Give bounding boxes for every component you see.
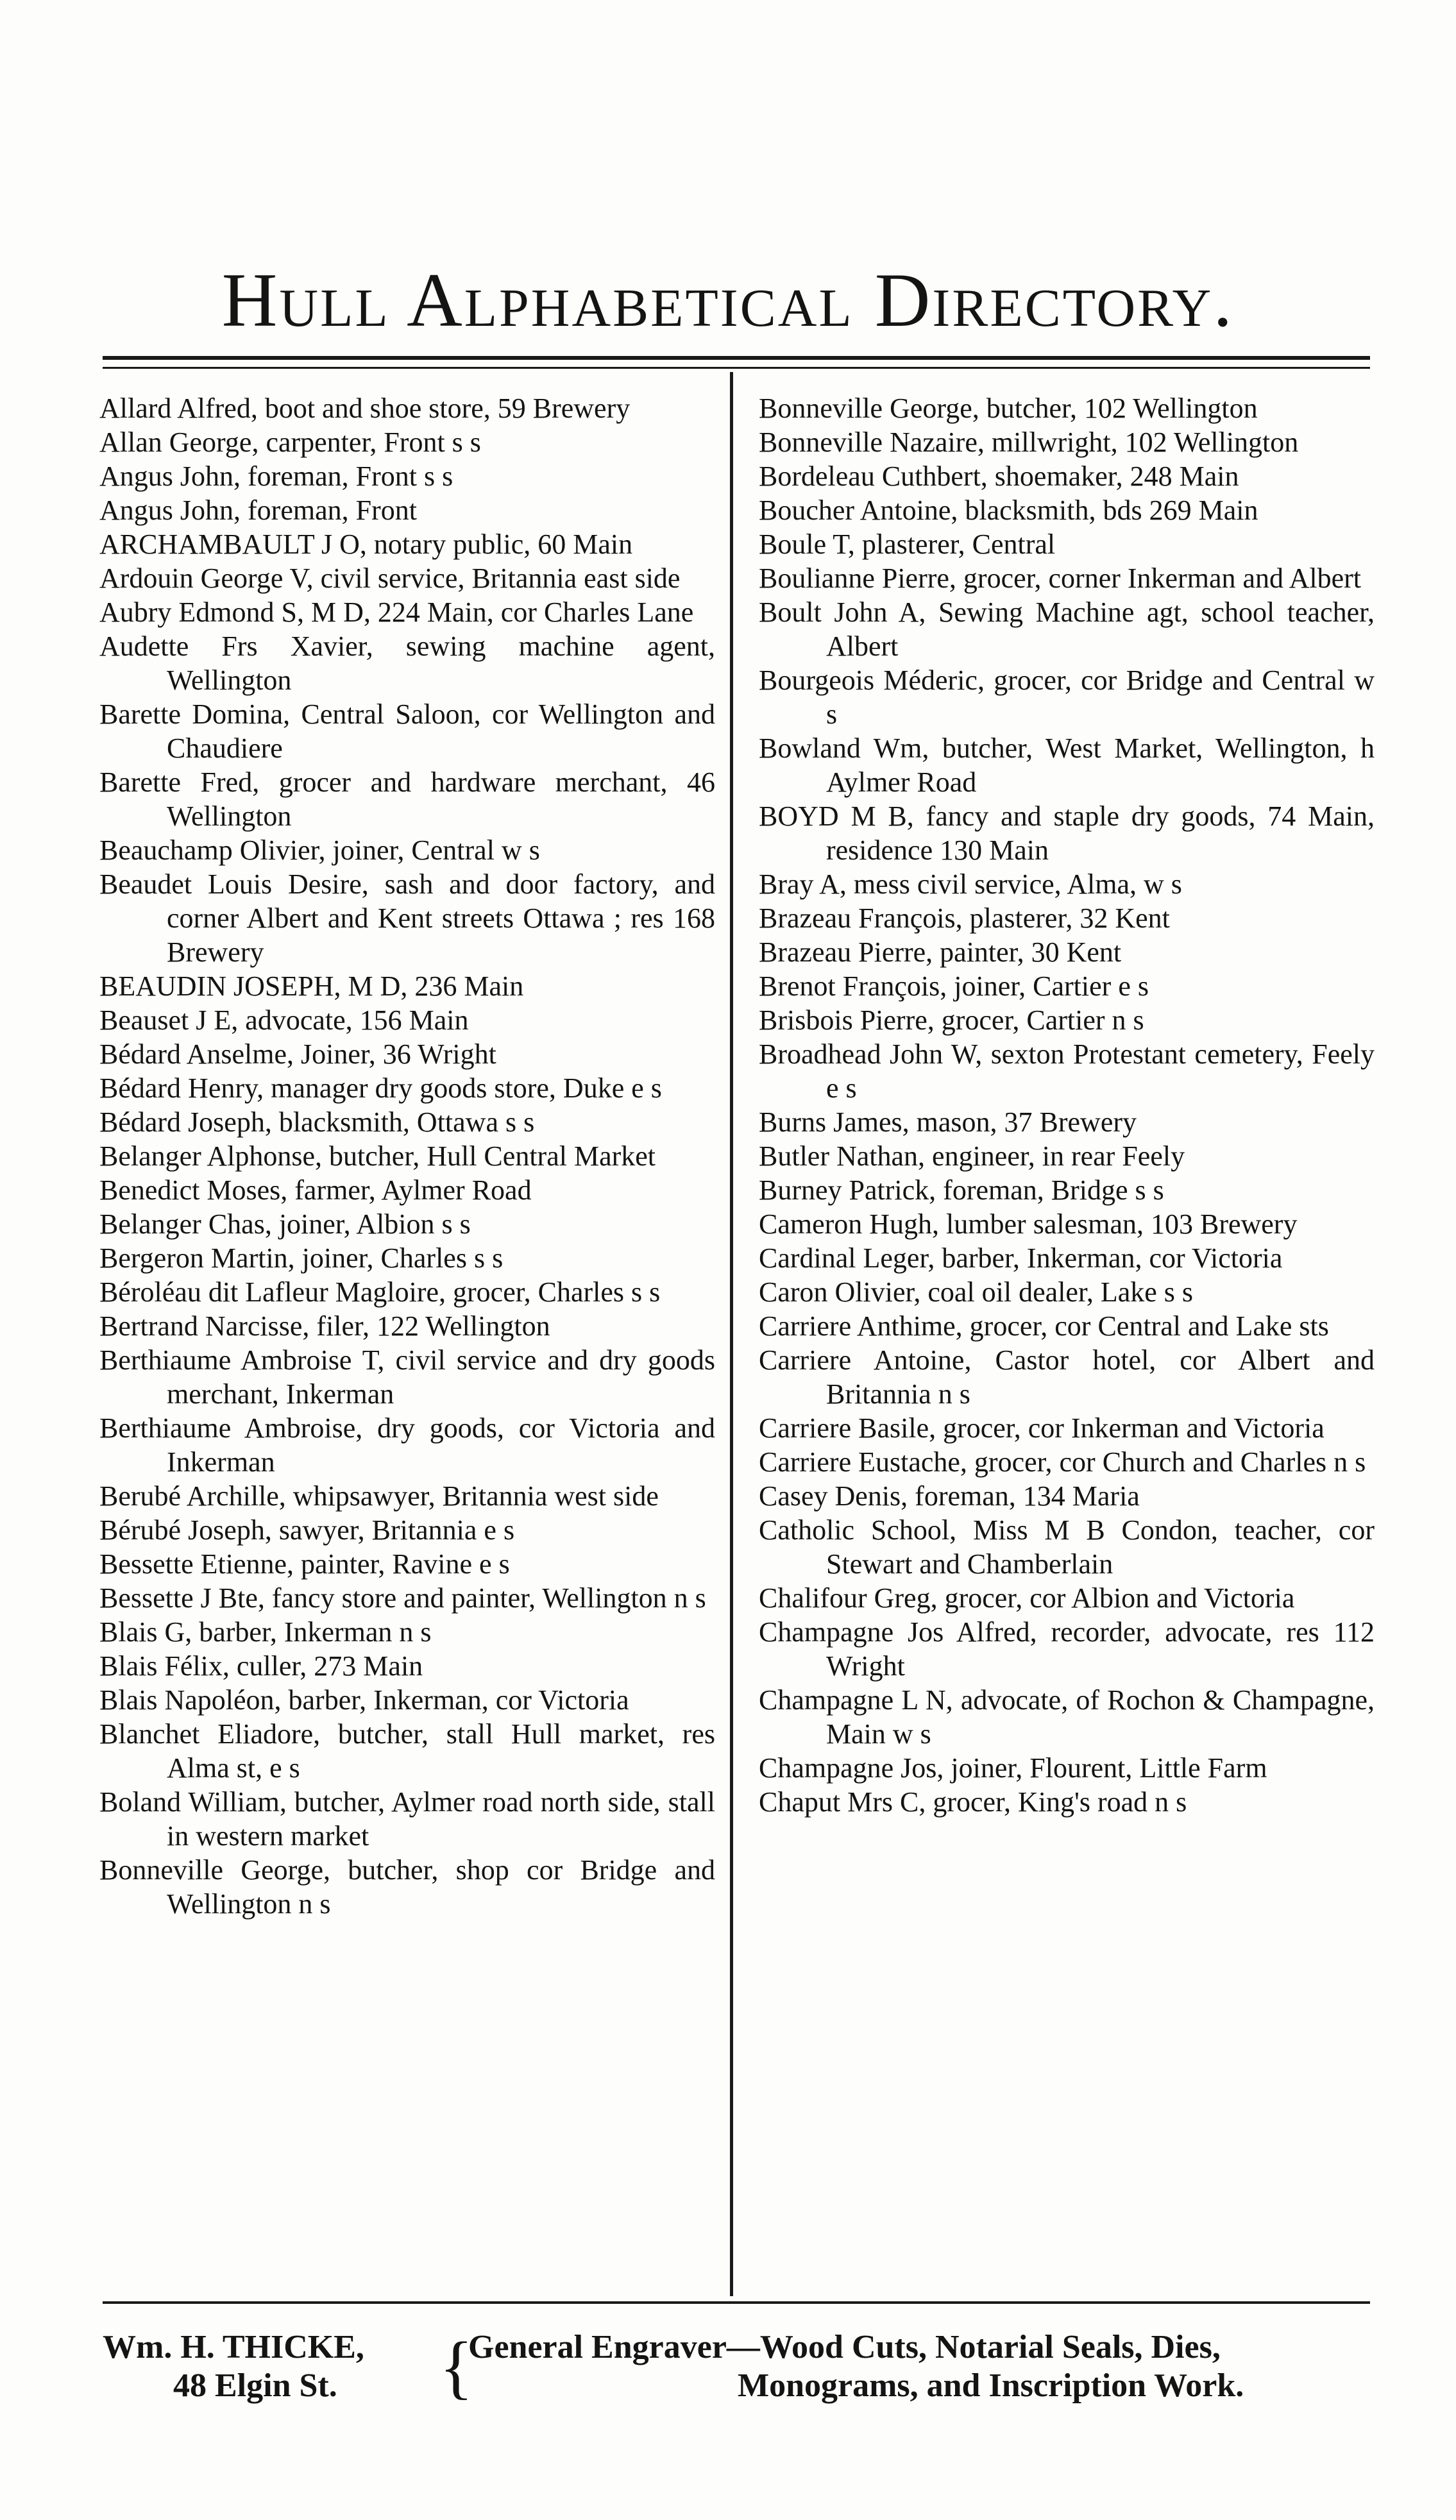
directory-entry: Bessette Etienne, painter, Ravine e s [99, 1548, 510, 1580]
title-rule-thin [103, 367, 1370, 369]
directory-entry: Boulianne Pierre, grocer, corner Inkerman and Albert [759, 562, 1361, 594]
advertiser-address: 48 Elgin St. [173, 2367, 337, 2404]
directory-entry: Béroléau dit Lafleur Magloire, grocer, Charles s s [99, 1276, 661, 1308]
directory-entry: Champagne Jos Alfred, recorder, advocate, res 112 Wright [759, 1616, 1375, 1682]
footer-rule [103, 2301, 1370, 2304]
directory-entry: Casey Denis, foreman, 134 Maria [759, 1480, 1140, 1512]
directory-entry: Bessette J Bte, fancy store and painter, Wellington n s [99, 1582, 706, 1614]
directory-entry: Blais G, barber, Inkerman n s [99, 1616, 432, 1648]
directory-entry: Bonneville George, butcher, shop cor Bridge and Wellington n s [99, 1854, 715, 1920]
directory-entry: Bergeron Martin, joiner, Charles s s [99, 1242, 504, 1274]
directory-entry: Burney Patrick, foreman, Bridge s s [759, 1174, 1164, 1206]
directory-entry: Blanchet Eliadore, butcher, stall Hull market, res Alma st, e s [99, 1718, 715, 1784]
directory-entry: Blais Napoléon, barber, Inkerman, cor Victoria [99, 1684, 629, 1716]
directory-entry: Bédard Henry, manager dry goods store, Duke e s [99, 1072, 662, 1104]
directory-entry: Brisbois Pierre, grocer, Cartier n s [759, 1004, 1144, 1036]
directory-entry: Carriere Eustache, grocer, cor Church and Charles n s [759, 1446, 1366, 1478]
directory-entry: Berthiaume Ambroise T, civil service and dry goods merchant, Inkerman [99, 1344, 715, 1410]
directory-entry: Brenot François, joiner, Cartier e s [759, 970, 1149, 1002]
column-divider [730, 372, 733, 2296]
directory-entry: Bowland Wm, butcher, West Market, Wellington, h Aylmer Road [759, 732, 1375, 798]
directory-entry: Boland William, butcher, Aylmer road north side, stall in western market [99, 1786, 715, 1852]
directory-entry: Beauchamp Olivier, joiner, Central w s [99, 834, 540, 866]
directory-entry: Bray A, mess civil service, Alma, w s [759, 868, 1182, 900]
directory-entry: Cardinal Leger, barber, Inkerman, cor Victoria [759, 1242, 1283, 1274]
directory-entry: Bonneville Nazaire, millwright, 102 Wellington [759, 427, 1299, 458]
directory-entry: Ardouin George V, civil service, Britannia east side [99, 562, 681, 594]
directory-entry: Boult John A, Sewing Machine agt, school teacher, Albert [759, 596, 1375, 662]
left-column [99, 391, 715, 1921]
directory-entry: Audette Frs Xavier, sewing machine agent, Wellington [99, 630, 715, 696]
brace-divider: { [439, 2328, 473, 2406]
directory-entry: Allard Alfred, boot and shoe store, 59 Brewery [99, 393, 631, 424]
directory-entry: Berthiaume Ambroise, dry goods, cor Victoria and Inkerman [99, 1412, 715, 1478]
directory-entry: Bérubé Joseph, sawyer, Britannia e s [99, 1514, 515, 1546]
directory-entry: BOYD M B, fancy and staple dry goods, 74 Main, residence 130 Main [759, 800, 1375, 866]
directory-entry: Broadhead John W, sexton Protestant cemetery, Feely e s [759, 1038, 1375, 1104]
directory-entry: Chaput Mrs C, grocer, King's road n s [759, 1786, 1187, 1818]
directory-entry: Belanger Alphonse, butcher, Hull Central Market [99, 1140, 656, 1172]
directory-entry: Bertrand Narcisse, filer, 122 Wellington [99, 1310, 550, 1342]
directory-entry: Carriere Basile, grocer, cor Inkerman and Victoria [759, 1412, 1325, 1444]
directory-entry: Blais Félix, culler, 273 Main [99, 1650, 423, 1682]
directory-entry: Barette Domina, Central Saloon, cor Wellington and Chaudiere [99, 698, 715, 764]
directory-entry: Beauset J E, advocate, 156 Main [99, 1004, 469, 1036]
directory-entry: Bourgeois Méderic, grocer, cor Bridge and Central w s [759, 664, 1375, 730]
directory-entry: Butler Nathan, engineer, in rear Feely [759, 1140, 1185, 1172]
directory-entry: Allan George, carpenter, Front s s [99, 427, 481, 458]
directory-entry: Catholic School, Miss M B Condon, teacher, cor Stewart and Chamberlain [759, 1514, 1375, 1580]
directory-entry: Belanger Chas, joiner, Albion s s [99, 1208, 471, 1240]
directory-entry: Barette Fred, grocer and hardware merchant, 46 Wellington [99, 766, 715, 832]
directory-entry: Chalifour Greg, grocer, cor Albion and Victoria [759, 1582, 1295, 1614]
directory-entry: Bédard Anselme, Joiner, 36 Wright [99, 1038, 496, 1070]
directory-entry: Bédard Joseph, blacksmith, Ottawa s s [99, 1106, 535, 1138]
directory-entry: Champagne L N, advocate, of Rochon & Champagne, Main w s [759, 1684, 1375, 1750]
directory-entry: Carriere Antoine, Castor hotel, cor Albert and Britannia n s [759, 1344, 1375, 1410]
directory-entry: Cameron Hugh, lumber salesman, 103 Brewery [759, 1208, 1298, 1240]
advertiser-block [103, 2328, 449, 2405]
services-line-2: Monograms, and Inscription Work. [738, 2367, 1244, 2404]
directory-entry: Carriere Anthime, grocer, cor Central and Lake sts [759, 1310, 1329, 1342]
directory-entry: Bordeleau Cuthbert, shoemaker, 248 Main [759, 461, 1239, 492]
services-block [468, 2328, 1370, 2405]
title-rule-thick [103, 356, 1370, 360]
directory-entry: Brazeau François, plasterer, 32 Kent [759, 902, 1170, 934]
directory-entry: Boucher Antoine, blacksmith, bds 269 Main [759, 495, 1258, 526]
advertiser-name: Wm. H. THICKE, [103, 2329, 364, 2365]
directory-entry: Angus John, foreman, Front [99, 495, 417, 526]
directory-entry: ARCHAMBAULT J O, notary public, 60 Main [99, 529, 633, 560]
directory-entry: BEAUDIN JOSEPH, M D, 236 Main [99, 970, 524, 1002]
services-line-1: General Engraver—Wood Cuts, Notarial Seals, Dies, [468, 2329, 1221, 2365]
directory-entry: Aubry Edmond S, M D, 224 Main, cor Charles Lane [99, 596, 694, 628]
page-title: Hull Alphabetical Directory. [221, 257, 1235, 342]
directory-entry: Berubé Archille, whipsawyer, Britannia west side [99, 1480, 659, 1512]
directory-entry: Boule T, plasterer, Central [759, 529, 1056, 560]
directory-entry: Brazeau Pierre, painter, 30 Kent [759, 936, 1122, 968]
directory-entry: Caron Olivier, coal oil dealer, Lake s s [759, 1276, 1194, 1308]
directory-entry: Burns James, mason, 37 Brewery [759, 1106, 1137, 1138]
right-column [759, 391, 1375, 1819]
directory-entry: Angus John, foreman, Front s s [99, 461, 453, 492]
directory-entry: Beaudet Louis Desire, sash and door factory, and corner Albert and Kent streets Ottawa ; res 168 Brewery [99, 868, 715, 968]
directory-entry: Benedict Moses, farmer, Aylmer Road [99, 1174, 532, 1206]
directory-entry: Bonneville George, butcher, 102 Wellington [759, 393, 1258, 424]
directory-entry: Champagne Jos, joiner, Flourent, Little Farm [759, 1752, 1267, 1784]
